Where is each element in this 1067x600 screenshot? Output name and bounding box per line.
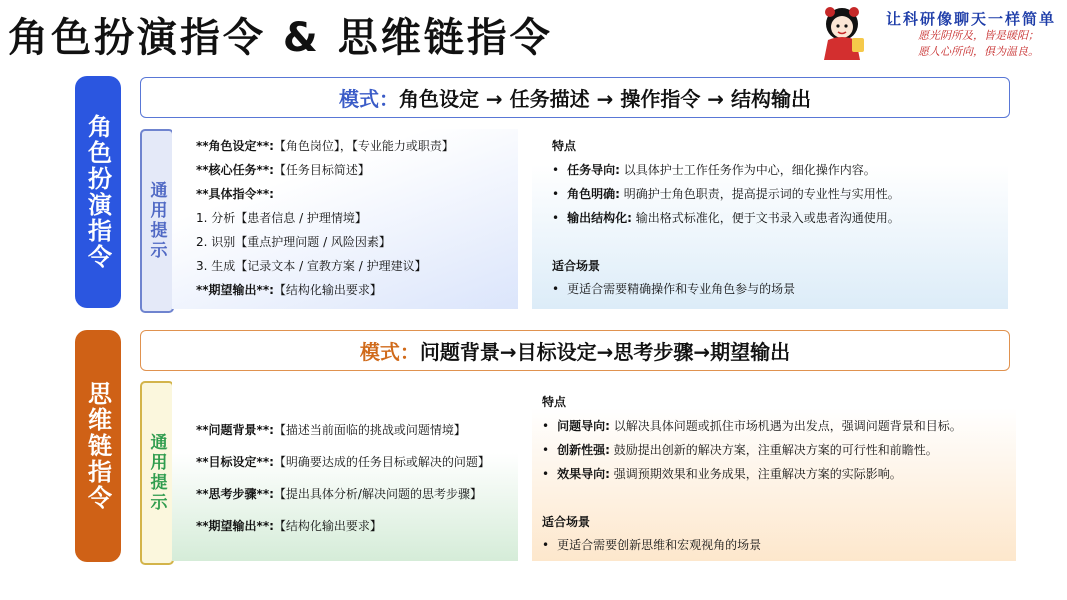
template-line: **角色设定**:【角色岗位】，【专业能力或职责】 bbox=[196, 139, 454, 153]
cartoon-girl-icon bbox=[812, 4, 870, 60]
template-line: **目标设定**:【明确要达成的任务目标或解决的问题】 bbox=[196, 455, 490, 469]
brand-logo bbox=[808, 4, 1058, 64]
feature-item: • 创新性强: 鼓励提出创新的解决方案，注重解决方案的可行性和前瞻性。 bbox=[542, 441, 938, 458]
template-line: 2. 识别【重点护理问题 / 风险因素】 bbox=[196, 235, 391, 249]
template-line: 1. 分析【患者信息 / 护理情境】 bbox=[196, 211, 367, 225]
scene-item: • 更适合需要创新思维和宏观视角的场景 bbox=[542, 536, 761, 553]
feature-item: • 角色明确: 明确护士角色职责，提高提示词的专业性与实用性。 bbox=[552, 185, 900, 202]
scene-title: 适合场景 bbox=[552, 259, 601, 273]
brand-slogan: 让科研像聊天一样简单 bbox=[886, 10, 1057, 28]
role-play-mode-bar bbox=[140, 77, 1010, 118]
cot-general-tag: 通用提示 bbox=[140, 381, 174, 565]
brand-motto: 愿光阴所及，皆是暖阳； 愿人心所向，俱为温良。 bbox=[918, 29, 1039, 58]
cot-features-panel bbox=[532, 381, 1016, 561]
mode-key: 模式： bbox=[359, 340, 420, 364]
role-play-section-label: 角色扮演指令 bbox=[75, 76, 121, 308]
mode-text: 问题背景→目标设定→思考步骤→期望输出 bbox=[419, 340, 791, 364]
features-title: 特点 bbox=[552, 139, 577, 153]
feature-item: • 输出结构化: 输出格式标准化，便于文书录入或患者沟通使用。 bbox=[552, 209, 900, 226]
template-line: **问题背景**:【描述当前面临的挑战或问题情境】 bbox=[196, 423, 466, 437]
template-line: **核心任务**:【任务目标简述】 bbox=[196, 163, 370, 177]
mode-text: 角色设定 → 任务描述 → 操作指令 → 结构输出 bbox=[398, 87, 812, 111]
template-line: **期望输出**:【结构化输出要求】 bbox=[196, 519, 382, 533]
role-play-template-panel bbox=[172, 129, 518, 309]
cot-mode-bar bbox=[140, 330, 1010, 371]
feature-item: • 效果导向: 强调预期效果和业务成果，注重解决方案的实际影响。 bbox=[542, 465, 902, 482]
feature-item: • 问题导向: 以解决具体问题或抓住市场机遇为出发点，强调问题背景和目标。 bbox=[542, 417, 962, 434]
template-line: **期望输出**:【结构化输出要求】 bbox=[196, 283, 382, 297]
scene-item: • 更适合需要精确操作和专业角色参与的场景 bbox=[552, 280, 795, 297]
template-line: **思考步骤**:【提出具体分析/解决问题的思考步骤】 bbox=[196, 487, 482, 501]
scene-title: 适合场景 bbox=[542, 515, 591, 529]
page-title: 角色扮演指令 & 思维链指令 bbox=[8, 15, 553, 61]
cot-template-panel bbox=[172, 381, 518, 561]
features-title: 特点 bbox=[542, 395, 567, 409]
template-line: 3. 生成【记录文本 / 宣教方案 / 护理建议】 bbox=[196, 259, 427, 273]
cot-section-label: 思维链指令 bbox=[75, 330, 121, 562]
mode-key: 模式： bbox=[338, 87, 399, 111]
template-line: **具体指令**: bbox=[196, 187, 274, 201]
role-play-general-tag: 通用提示 bbox=[140, 129, 174, 313]
role-play-features-panel bbox=[532, 129, 1008, 309]
feature-item: • 任务导向: 以具体护士工作任务作为中心，细化操作内容。 bbox=[552, 161, 876, 178]
